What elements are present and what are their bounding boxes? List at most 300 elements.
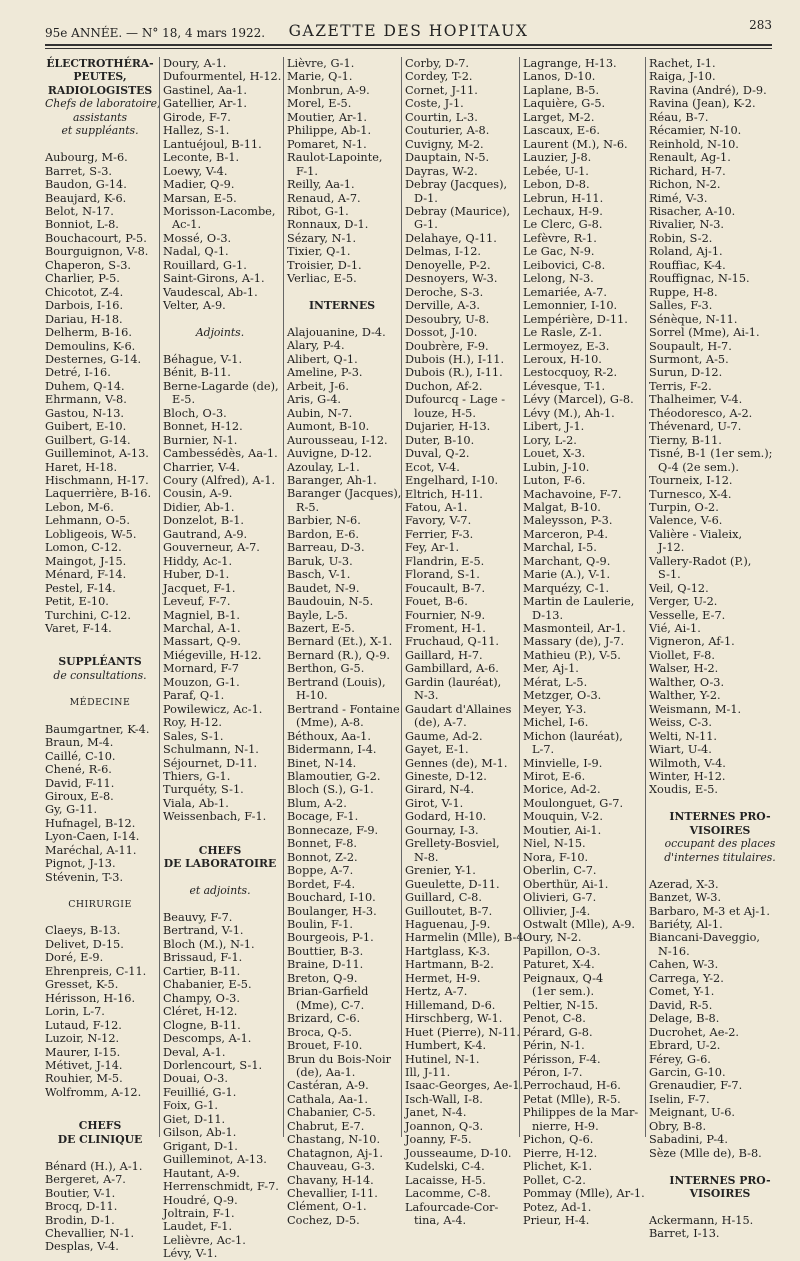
list-item: Potez, Ad-1. — [523, 1200, 592, 1214]
list-item: Pommay (Mlle), Ar-1. — [523, 1187, 645, 1201]
list-item: Bouchacourt, P-5. — [45, 231, 147, 245]
list-item: Cousin, A-9. — [163, 487, 233, 501]
list-item: Meignant, U-6. — [649, 1106, 736, 1120]
column-5 — [523, 57, 645, 1227]
list-item: Hischmann, H-17. — [45, 474, 149, 488]
list-item: Lyon-Caen, I-14. — [45, 830, 140, 844]
list-item: Foix, G-1. — [163, 1099, 219, 1113]
list-item: Gatellier, Ar-1. — [163, 97, 248, 111]
spacer — [649, 1160, 791, 1173]
list-item: Nadal, Q-1. — [163, 245, 229, 259]
list-item: Pierre, H-12. — [523, 1146, 598, 1160]
list-item: Mouzon, G-1. — [163, 675, 240, 689]
section-subheading: occupant des places — [664, 837, 776, 851]
list-item: Lobligeois, W-5. — [45, 527, 137, 541]
list-item: Lauzier, J-8. — [523, 151, 592, 165]
spacer — [45, 1099, 155, 1119]
list-item: Rouffignac, N-15. — [649, 272, 750, 286]
list-item: Delivet, D-15. — [45, 937, 124, 951]
list-item: Beaujard, K-6. — [45, 191, 127, 205]
list-item: Lomon, C-12. — [45, 541, 122, 555]
list-item: Arbeit, J-6. — [287, 379, 349, 393]
list-item: Comet, Y-1. — [649, 985, 715, 999]
list-item: Métivet, J-14. — [45, 1059, 123, 1072]
list-item: Lascaux, E-6. — [523, 124, 600, 138]
list-item: Desplas, V-4. — [45, 1240, 119, 1254]
list-item: Duhem, Q-14. — [45, 379, 125, 393]
column-3 — [287, 57, 402, 1227]
list-item: Charlier, P-5. — [45, 272, 120, 286]
list-item: Giroux, E-8. — [45, 789, 114, 803]
list-item: Weissenbach, F-1. — [163, 810, 267, 824]
list-item: Lubin, J-10. — [523, 460, 590, 474]
list-item: Courtin, L-3. — [405, 110, 478, 124]
list-item: Laudet, F-1. — [163, 1220, 233, 1234]
list-item: Hallez, S-1. — [163, 124, 230, 138]
list-item: Walser, H-2. — [649, 662, 719, 676]
list-item-continuation: N-16. — [658, 944, 690, 958]
list-item: Bariéty, Al-1. — [649, 917, 723, 931]
list-item: Hutinel, N-1. — [405, 1052, 480, 1066]
list-item: Terris, F-2. — [649, 379, 712, 393]
section-heading: VISOIRES — [689, 1187, 751, 1201]
list-item: Powilewicz, Ac-1. — [163, 702, 263, 716]
list-item: Verliac, E-5. — [287, 272, 357, 286]
list-item: Le Clerc, G-8. — [523, 218, 603, 232]
list-item: Gennes (de), M-1. — [405, 756, 508, 770]
list-item: Massart, Q-9. — [163, 635, 242, 649]
list-item: Niel, N-15. — [523, 837, 586, 851]
list-item: Wiart, U-4. — [649, 743, 712, 757]
list-item: Surun, D-12. — [649, 366, 723, 380]
list-item: Brouet, F-10. — [287, 1039, 363, 1053]
list-item: Moutier, Ar-1. — [287, 110, 367, 124]
list-item: Girot, V-1. — [405, 796, 464, 810]
list-item: Gilson, Ab-1. — [163, 1126, 237, 1140]
list-item: Lagrange, H-13. — [523, 57, 617, 70]
list-item: Dubois (R.), I-11. — [405, 366, 503, 380]
list-item: Lebon, D-8. — [523, 178, 590, 192]
list-item: Janet, N-4. — [405, 1106, 467, 1120]
list-item: Petit, E-10. — [45, 595, 109, 609]
list-item: Leibovici, C-8. — [523, 258, 606, 272]
list-item: Le Rasle, Z-1. — [523, 326, 603, 340]
list-item: Dujarier, H-13. — [405, 420, 491, 434]
list-item-continuation: Ac-1. — [172, 218, 202, 232]
list-item: Lebée, U-1. — [523, 164, 589, 178]
list-item: Houdré, Q-9. — [163, 1193, 238, 1207]
list-item: Lempérière, D-11. — [523, 312, 628, 326]
list-item: Hérisson, H-16. — [45, 991, 136, 1005]
list-item: Cathala, Aa-1. — [287, 1092, 368, 1106]
list-item: Mouquin, V-2. — [523, 810, 603, 824]
list-item: Surmont, A-5. — [649, 352, 729, 366]
list-item: Oberlin, C-7. — [523, 864, 597, 878]
section-heading: CHEFS — [78, 1119, 122, 1133]
list-item: Ecot, V-4. — [405, 460, 460, 474]
section-heading: CHEFS — [198, 843, 242, 857]
list-item: Pérard, G-8. — [523, 1025, 593, 1039]
list-item: Isaac-Georges, Ae-1. — [405, 1079, 524, 1093]
list-item: Bonnet, F-8. — [287, 837, 357, 851]
list-item: Périn, N-1. — [523, 1039, 585, 1053]
list-item: Coste, J-1. — [405, 97, 464, 111]
list-item: Dayras, W-2. — [405, 164, 478, 178]
list-item: Barbier, N-6. — [287, 514, 361, 528]
list-item: Michel, I-6. — [523, 716, 589, 730]
list-item: Mer, Aj-1. — [523, 662, 579, 676]
spacer — [649, 864, 791, 877]
list-item-continuation: L-7. — [532, 743, 555, 757]
list-item: Azoulay, L-1. — [287, 460, 360, 474]
list-item: Florand, S-1. — [405, 568, 480, 582]
section-subheading: Adjoints. — [195, 326, 245, 340]
spacer — [45, 911, 155, 924]
list-item: Lemariée, A-7. — [523, 285, 607, 299]
list-item: Lehmann, O-5. — [45, 514, 130, 528]
list-item: Cambessédès, Aa-1. — [163, 447, 278, 461]
list-item: Jousseaume, D-10. — [405, 1146, 512, 1160]
list-item: Charrier, V-4. — [163, 460, 240, 474]
list-item: Pomaret, N-1. — [287, 137, 367, 151]
list-item: Derville, A-3. — [405, 299, 480, 313]
list-item: Chastang, N-10. — [287, 1133, 381, 1147]
list-item: Harmelin (Mlle), B-4. — [405, 931, 528, 945]
list-item: Reilly, Aa-1. — [287, 178, 355, 192]
column-4 — [405, 57, 528, 1227]
list-item: Feuillié, G-1. — [163, 1085, 237, 1099]
list-item: Rivalier, N-3. — [649, 218, 724, 232]
list-item: Schulmann, N-1. — [163, 743, 259, 757]
list-item: Turquéty, S-1. — [163, 783, 244, 797]
list-item: Viala, Ab-1. — [163, 796, 229, 810]
list-item: Renaud, A-7. — [287, 191, 361, 205]
list-item: Richon, N-2. — [649, 178, 721, 192]
list-item: Madier, Q-9. — [163, 178, 235, 192]
list-item: Winter, H-12. — [649, 770, 726, 784]
list-item: Joannon, Q-3. — [405, 1119, 484, 1133]
list-item: Burnier, N-1. — [163, 433, 238, 447]
list-item: Delherm, B-16. — [45, 326, 132, 340]
list-item: Lorin, L-7. — [45, 1005, 105, 1019]
list-item: Périsson, F-4. — [523, 1052, 601, 1066]
list-item: Joanny, F-5. — [405, 1133, 472, 1147]
list-item: Réau, B-7. — [649, 110, 709, 124]
list-item: Boulanger, H-3. — [287, 904, 377, 918]
list-item: Bloch (M.), N-1. — [163, 937, 255, 951]
list-item: Lanos, D-10. — [523, 70, 596, 84]
list-item: Baudouin, N-5. — [287, 595, 374, 609]
section-subheading: de consultations. — [53, 668, 147, 682]
list-item: Huber, D-1. — [163, 568, 230, 582]
column-divider — [159, 57, 160, 1137]
list-item: Hartglass, K-3. — [405, 944, 491, 958]
list-item: Maurer, I-15. — [45, 1045, 121, 1059]
list-item: Roland, Aj-1. — [649, 245, 723, 259]
list-item: Bidermann, I-4. — [287, 743, 377, 757]
list-item: Bertrand (Louis), — [287, 675, 386, 689]
list-item: Herrenschmidt, F-7. — [163, 1180, 279, 1194]
list-item: Plichet, K-1. — [523, 1160, 593, 1174]
list-item: Lebrun, H-11. — [523, 191, 604, 205]
list-item: Eltrich, H-11. — [405, 487, 483, 501]
list-item: Brissaud, F-1. — [163, 951, 243, 965]
list-item: Bonnet, H-12. — [163, 420, 243, 434]
list-item: Troisier, D-1. — [287, 258, 362, 272]
list-item: Perrochaud, H-6. — [523, 1079, 621, 1093]
list-item: Petat (Mlle), R-5. — [523, 1092, 621, 1106]
list-item: Marie, Q-1. — [287, 70, 353, 84]
list-item: Lelièvre, Ac-1. — [163, 1233, 246, 1247]
list-item: Bouchard, I-10. — [287, 891, 376, 905]
column-divider — [401, 57, 402, 1137]
list-item: Rimé, V-3. — [649, 191, 708, 205]
list-item: Théodoresco, A-2. — [649, 406, 753, 420]
list-item: Douai, O-3. — [163, 1072, 228, 1086]
list-item: Blamoutier, G-2. — [287, 769, 381, 783]
list-item: Lutaud, F-12. — [45, 1018, 122, 1032]
list-item: Doubrère, F-9. — [405, 339, 489, 353]
column-divider — [283, 57, 284, 1137]
column-1 — [45, 57, 161, 1254]
list-item: Mornard, F-7 — [163, 662, 239, 676]
list-item: Duter, B-10. — [405, 433, 475, 447]
spacer — [163, 898, 277, 911]
list-item: Béhague, V-1. — [163, 352, 243, 366]
list-item: Lantuéjoul, B-11. — [163, 137, 262, 151]
list-item: Gastou, N-13. — [45, 406, 125, 420]
list-item: Haguenau, J-9. — [405, 918, 491, 931]
list-item: Baudet, N-9. — [287, 581, 360, 595]
list-item: Turchini, C-12. — [45, 608, 131, 622]
list-item: Ronnaux, D-1. — [287, 218, 369, 232]
list-item: Bloch, O-3. — [163, 406, 227, 420]
list-item: Bergeret, A-7. — [45, 1173, 126, 1187]
list-item: Coury (Alfred), A-1. — [163, 474, 276, 488]
list-item: Castéran, A-9. — [287, 1079, 369, 1093]
list-item: Isch-Wall, I-8. — [405, 1092, 483, 1106]
list-item: Cléret, H-12. — [163, 1005, 238, 1019]
list-item: Gaudart d'Allaines — [405, 702, 512, 716]
list-item: Dossot, J-10. — [405, 326, 478, 340]
list-item: Roy, H-12. — [163, 716, 223, 730]
list-item: Baranger, Ah-1. — [287, 474, 377, 488]
list-item: Laurent (M.), N-6. — [523, 137, 628, 151]
list-item: Delmas, I-12. — [405, 245, 482, 259]
section-heading: INTERNES — [308, 299, 376, 313]
header-rule-thin — [45, 48, 772, 49]
list-item: Couturier, A-8. — [405, 124, 490, 138]
list-item: Lemonnier, I-10. — [523, 299, 618, 313]
list-item: Séjournet, D-11. — [163, 756, 258, 770]
list-item: Barreau, D-3. — [287, 541, 365, 555]
list-item: Viollet, F-8. — [649, 648, 715, 662]
list-item: Ravina (Jean), K-2. — [649, 97, 756, 111]
page-number: 283 — [749, 18, 772, 32]
list-item: Bouttier, B-3. — [287, 944, 364, 958]
list-item: Cornet, J-11. — [405, 83, 478, 97]
list-item: Veil, Q-12. — [649, 581, 709, 595]
section-subheading: Chefs de laboratoire, — [45, 97, 161, 111]
list-item: Renault, Ag-1. — [649, 151, 731, 165]
list-item: Lafourcade-Cor- — [405, 1200, 499, 1214]
list-item: Masmonteil, Ar-1. — [523, 622, 626, 636]
list-item: Vaudescal, Ab-1. — [163, 285, 258, 299]
list-item: Vallery-Radot (P.), — [649, 554, 752, 568]
list-item: Beauvy, F-7. — [163, 911, 233, 925]
list-item: Ravina (André), D-9. — [649, 83, 767, 97]
list-item-continuation: (de), Aa-1. — [296, 1065, 356, 1079]
list-item: Sèze (Mlle de), B-8. — [649, 1146, 762, 1160]
list-item: Penot, C-8. — [523, 1012, 586, 1026]
list-item-continuation: louze, H-5. — [414, 406, 476, 420]
list-item: Philippes de la Mar- — [523, 1106, 639, 1120]
list-item: Aurousseau, I-12. — [287, 433, 388, 447]
list-item: Moutier, Ai-1. — [523, 823, 602, 837]
list-item: Aubourg, M-6. — [45, 151, 128, 165]
list-item: Vesselle, E-7. — [649, 608, 726, 622]
list-item: Varet, F-14. — [45, 622, 112, 636]
list-item: Valière - Vialeix, — [649, 527, 743, 541]
list-item: Duval, Q-2. — [405, 447, 470, 461]
list-item: Libert, J-1. — [523, 420, 585, 434]
list-item: Weiss, C-3. — [649, 716, 713, 730]
list-item: Marie (A.), V-1. — [523, 568, 611, 582]
list-item-continuation: S-1. — [658, 568, 681, 582]
list-item: Leveuf, F-7. — [163, 595, 231, 609]
list-item: Belot, N-17. — [45, 204, 114, 218]
list-item: Gaume, Ad-2. — [405, 729, 483, 743]
list-item: Maingot, J-15. — [45, 554, 127, 568]
list-item: Bernard (R.), Q-9. — [287, 648, 390, 662]
list-item: Velter, A-9. — [163, 299, 226, 313]
list-item: Oberthür, Ai-1. — [523, 877, 609, 891]
list-item: Sorrel (Mme), Ai-1. — [649, 326, 760, 340]
list-item: Férey, G-6. — [649, 1052, 711, 1066]
list-item: Le Gac, N-9. — [523, 245, 595, 259]
list-item: Brocq, D-11. — [45, 1200, 118, 1214]
list-item: Iselin, F-7. — [649, 1092, 710, 1106]
list-item: Mathieu (P.), V-5. — [523, 648, 621, 662]
list-item: Dorlencourt, S-1. — [163, 1059, 263, 1073]
list-item: Bocage, F-1. — [287, 810, 359, 824]
list-item: Gresset, K-5. — [45, 978, 119, 992]
list-item: Lacaisse, H-5. — [405, 1173, 486, 1187]
list-item: Tourneix, I-12. — [649, 474, 733, 488]
list-item: Binet, N-14. — [287, 756, 357, 770]
list-item: Gaillard, H-7. — [405, 648, 483, 662]
list-item: Bardon, E-6. — [287, 527, 359, 541]
list-item: Baruk, U-3. — [287, 554, 353, 568]
list-item-continuation: D-13. — [532, 608, 564, 622]
list-item: Chicotot, Z-4. — [45, 285, 124, 299]
list-item: Fournier, N-9. — [405, 608, 486, 622]
list-item: Chatagnon, Aj-1. — [287, 1146, 383, 1160]
list-item: Loewy, V-4. — [163, 164, 228, 178]
list-item: Ostwalt (Mlle), A-9. — [523, 918, 635, 931]
list-item: Guilleminot, A-13. — [45, 447, 149, 461]
spacer — [163, 871, 277, 884]
list-item: Rouhier, M-5. — [45, 1072, 123, 1086]
list-item: Deroche, S-3. — [405, 285, 484, 299]
list-item: Chabrut, E-7. — [287, 1119, 365, 1133]
list-item: Cartier, B-11. — [163, 964, 241, 978]
list-item: Thévenard, U-7. — [649, 420, 742, 434]
list-item: Béthoux, Aa-1. — [287, 729, 371, 743]
list-item-continuation: (de), A-7. — [414, 716, 467, 730]
list-item: Clément, O-1. — [287, 1200, 367, 1214]
list-item: Vié, Ai-1. — [649, 622, 701, 636]
list-item: Champy, O-3. — [163, 991, 240, 1005]
list-item: Tierny, B-11. — [649, 433, 722, 447]
list-item: Detré, I-16. — [45, 366, 111, 380]
list-item: Lebon, M-6. — [45, 500, 114, 514]
list-item: Grenaudier, F-7. — [649, 1079, 743, 1093]
list-item: Ackermann, H-15. — [649, 1213, 754, 1227]
list-item: Baranger (Jacques), — [287, 487, 402, 501]
list-item-continuation: (Mme), A-8. — [296, 716, 364, 730]
list-item: Lefèvre, R-1. — [523, 231, 597, 245]
list-item: Ameline, P-3. — [287, 366, 363, 380]
list-item: Obry, B-8. — [649, 1119, 707, 1133]
list-item: Laplane, B-5. — [523, 83, 600, 97]
list-item: Xoudis, E-5. — [649, 783, 718, 797]
list-item: Darbois, I-16. — [45, 299, 124, 313]
spacer — [45, 709, 155, 722]
publication-title: GAZETTE DES HOPITAUX — [288, 22, 529, 40]
spacer — [45, 635, 155, 655]
list-item: Mirot, E-6. — [523, 770, 586, 784]
list-item: Machavoine, F-7. — [523, 487, 622, 501]
list-item: Hertz, A-7. — [405, 985, 468, 999]
list-item: Corby, D-7. — [405, 57, 470, 70]
list-item: Paraf, Q-1. — [163, 689, 225, 703]
list-item: Louet, X-3. — [523, 447, 586, 461]
list-item: Massary (de), J-7. — [523, 635, 625, 649]
list-item: Grellety-Bosviel, — [405, 837, 500, 851]
list-item: Chaperon, S-3. — [45, 258, 131, 272]
list-item-continuation: (1er sem.). — [532, 985, 595, 999]
list-item: Papillon, O-3. — [523, 944, 601, 958]
section-heading: RADIOLOGISTES — [47, 83, 153, 97]
section-subheading: et adjoints. — [189, 884, 251, 898]
list-item: Gueulette, D-11. — [405, 877, 500, 891]
list-item: Claeys, B-13. — [45, 924, 121, 938]
list-item: Aris, G-4. — [287, 393, 341, 407]
list-item: Sénèque, N-11. — [649, 312, 738, 326]
list-item: Gautrand, A-9. — [163, 527, 248, 541]
list-item: Thalheimer, V-4. — [649, 393, 743, 407]
list-item: Bernard (Et.), X-1. — [287, 635, 393, 649]
list-item: Hufnagel, B-12. — [45, 816, 136, 830]
list-item: Barret, S-3. — [45, 164, 112, 178]
column-divider — [645, 57, 646, 1137]
list-item: Morisson-Lacombe, — [163, 204, 276, 218]
list-item: Chauveau, G-3. — [287, 1160, 376, 1174]
list-item: Marquézy, C-1. — [523, 581, 610, 595]
list-item: Péron, I-7. — [523, 1065, 583, 1079]
list-item: Saint-Girons, A-1. — [163, 272, 265, 286]
list-item: Garcin, G-10. — [649, 1065, 726, 1079]
spacer — [45, 138, 155, 151]
list-item: Morice, Ad-2. — [523, 783, 601, 797]
list-item: Chevallier, I-11. — [287, 1187, 378, 1201]
column-2 — [163, 57, 282, 1261]
list-item: Ebrard, U-2. — [649, 1039, 721, 1053]
list-item: Lévy (M.), Ah-1. — [523, 406, 615, 420]
list-item: Delage, B-8. — [649, 1012, 720, 1026]
list-item: Metzger, O-3. — [523, 689, 602, 703]
